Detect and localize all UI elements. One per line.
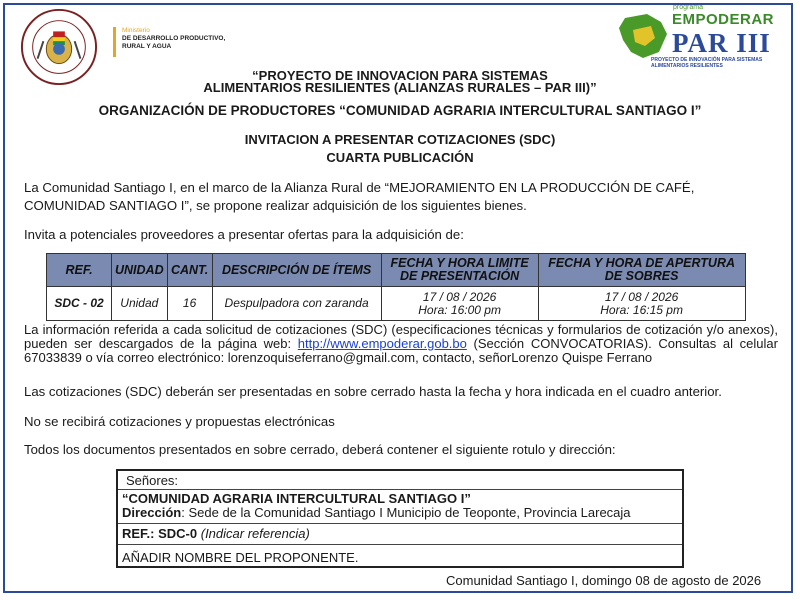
- ref-note: (Indicar referencia): [197, 526, 310, 541]
- info-paragraph: [24, 323, 778, 365]
- par-name: PAR III: [672, 28, 771, 58]
- website-link[interactable]: http://www.empoderar.gob.bo: [297, 336, 467, 351]
- project-title-line2: ALIMENTARIOS RESILIENTES (ALIANZAS RURALES – PAR III)”: [203, 80, 597, 95]
- address-line: [122, 505, 631, 520]
- organization-title: ORGANIZACIÓN DE PRODUCTORES “COMUNIDAD AGRARIA INTERCULTURAL SANTIAGO I”: [98, 103, 702, 118]
- col-limit: FECHA Y HORA LIMITE DE PRESENTACIÓN: [381, 254, 538, 287]
- project-title-line1: “PROYECTO DE INNOVACION PARA SISTEMAS: [252, 68, 548, 83]
- col-qty: CANT.: [167, 254, 212, 287]
- address-value: : Sede de la Comunidad Santiago I Municipio de Teoponte, Provincia Larecaja: [181, 505, 631, 520]
- par-subtitle: [651, 57, 762, 69]
- label-org: “COMUNIDAD AGRARIA INTERCULTURAL SANTIAGO I”: [122, 491, 471, 506]
- cell-qty: 16: [167, 287, 212, 321]
- ministry-line3: RURAL Y AGUA: [122, 43, 172, 50]
- col-ref: REF.: [47, 254, 112, 287]
- cell-ref: SDC - 02: [47, 287, 112, 321]
- ref-line: [122, 526, 310, 541]
- ref-label: REF.: SDC-0: [122, 526, 198, 541]
- open-time: Hora: 16:15 pm: [600, 302, 683, 317]
- greeting: [126, 473, 178, 488]
- col-opening: FECHA Y HORA DE APERTURA DE SOBRES: [538, 254, 745, 287]
- cell-desc: Despulpadora con zaranda: [212, 287, 381, 321]
- envelope-label-box: [116, 469, 684, 568]
- table-header-row: [47, 254, 746, 287]
- sealed-paragraph: Las cotizaciones (SDC) deberán ser presentadas en sobre cerrado hasta la fecha y hora indicada en el cuadro anterior.: [24, 384, 722, 399]
- info-text-2: (Sección CONVOCATORIAS). Consultas al celular 67033839 o vía correo electrónico: lorenzoquiseferrano@gmail.com, contacto, señorLorenzo Quispe Ferrano: [24, 336, 778, 365]
- open-date: 17 / 08 / 2026: [604, 289, 679, 304]
- bolivia-map-icon: [617, 12, 669, 60]
- ministry-line2: DE DESARROLLO PRODUCTIVO,: [122, 35, 226, 42]
- proponent-line: AÑADIR NOMBRE DEL PROPONENTE.: [122, 550, 359, 565]
- no-electronic-paragraph: No se recibirá cotizaciones y propuestas electrónicas: [24, 414, 335, 429]
- items-table: [46, 253, 746, 321]
- cell-unit: Unidad: [112, 287, 168, 321]
- col-desc: DESCRIPCIÓN DE ÍTEMS: [212, 254, 381, 287]
- col-unit: UNIDAD: [112, 254, 168, 287]
- table-row: [47, 287, 746, 321]
- invite-paragraph: Invita a potenciales proveedores a presentar ofertas para la adquisición de:: [24, 227, 464, 242]
- program-name: EMPODERAR: [672, 11, 775, 28]
- ministry-line1: Ministerio: [122, 27, 150, 34]
- cell-opening: [538, 287, 745, 321]
- documents-paragraph: Todos los documentos presentados en sobre cerrado, deberá contener el siguiente rotulo y dirección:: [24, 442, 616, 457]
- address-label: Dirección: [122, 505, 182, 520]
- intro-paragraph: La Comunidad Santiago I, en el marco de la Alianza Rural de “MEJORAMIENTO EN LA PRODUCCIÓN DE CAFÉ, COMUNIDAD SANTIAGO I”, se propone realizar adquisición de los siguientes bienes.: [24, 180, 695, 213]
- par-sub2: ALIMENTARIOS RESILIENTES: [651, 63, 723, 69]
- empoderar-par-logo: [617, 4, 787, 76]
- publication-title: CUARTA PUBLICACIÓN: [326, 150, 474, 165]
- program-label: programa: [673, 4, 703, 11]
- limit-date: 17 / 08 / 2026: [422, 289, 497, 304]
- par-sub1: PROYECTO DE INNOVACIÓN PARA SISTEMAS: [651, 57, 763, 63]
- info-text-1: La información referida a cada solicitud de cotizaciones (SDC) (especificaciones técnicas y formularios de cotización y/o anexos), pueden ser descargados de la página web:: [24, 322, 778, 351]
- cell-limit: [381, 287, 538, 321]
- ministry-logo: [113, 27, 225, 57]
- closing-date: Comunidad Santiago I, domingo 08 de agosto de 2026: [446, 573, 762, 588]
- limit-time: Hora: 16:00 pm: [418, 302, 501, 317]
- invitation-title: INVITACION A PRESENTAR COTIZACIONES (SDC): [244, 132, 556, 147]
- greeting-text: Señores:: [126, 473, 179, 488]
